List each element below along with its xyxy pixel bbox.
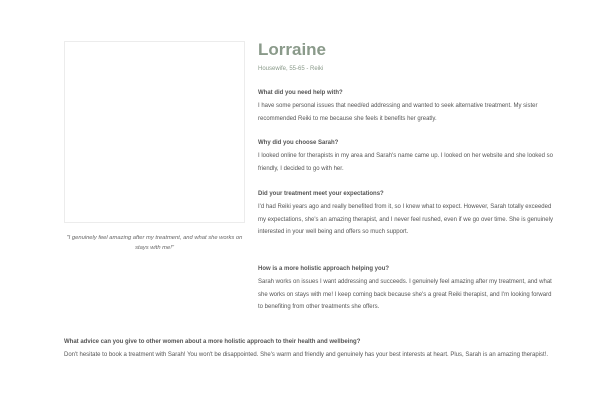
answer: I looked online for therapists in my area and Sarah's name came up. I looked on her website and she looked so friendly, I decided to go with her. [258,153,553,172]
qa-block-2 [258,138,558,175]
question: What did you need help with? [258,90,343,96]
profile-subtitle: Housewife, 55-65 - Reiki [258,66,324,72]
question: Did your treatment meet your expectations? [258,191,384,197]
answer: I have some personal issues that need/ed addressing and wanted to seek alternative treatment. My sister recommended Reiki to me because she feels it benefits her greatly. [258,103,538,122]
profile-photo [64,41,245,223]
qa-block-4 [258,264,558,314]
question: How is a more holistic approach helping you? [258,266,390,272]
qa-block-1 [258,88,558,125]
answer: I'd had Reiki years ago and really benefited from it, so I knew what to expect. However, Sarah totally exceeded my expectations, she's an amazing therapist, and I never feel rushed, even if we go over time. She is genuinely interested in your well being and offers so much support. [258,204,553,235]
qa-block-3 [258,189,558,239]
profile-quote: "I genuinely feel amazing after my treatment, and what she works on stays with me!" [66,235,243,251]
answer: Don't hesitate to book a treatment with Sarah! You won't be disappointed. She's warm and friendly and genuinely has your best interests at heart. Plus, Sarah is an amazing therapist!. [64,352,549,358]
answer: Sarah works on issues I want addressing and succeeds. I genuinely feel amazing after my treatment, and what she works on stays with me! I keep coming back because she's a great Reiki therapist, and I'm looking forward to benefiting from other treatments she offers. [258,279,552,310]
question: What advice can you give to other women about a more holistic approach to their health and wellbeing? [64,339,361,345]
qa-block-5 [64,337,564,362]
question: Why did you choose Sarah? [258,140,339,146]
profile-header [258,38,558,74]
profile-name: Lorraine [258,40,327,59]
